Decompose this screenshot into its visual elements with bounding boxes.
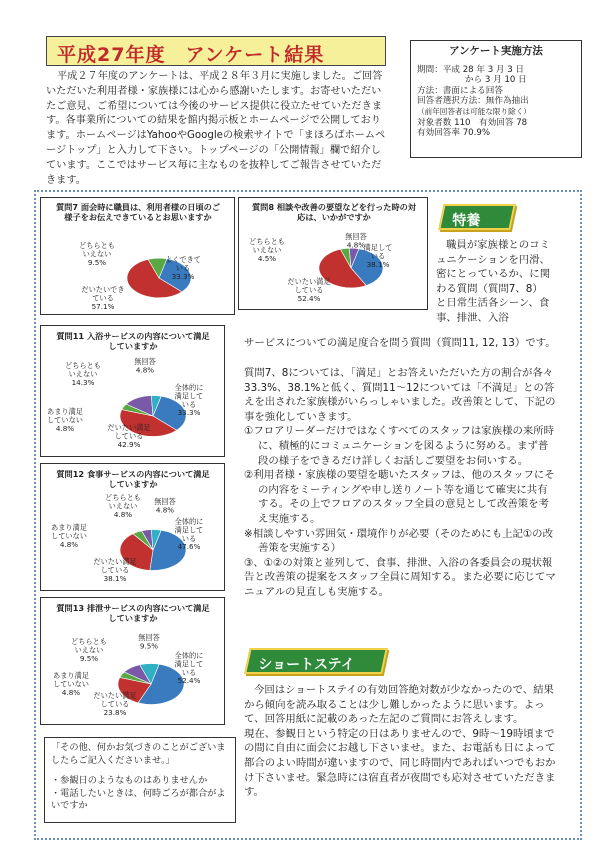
tokuyou-item-3: ③、①②の対策と並列して、食事、排泄、入浴の各委員会の現状報告と改善策の提案をスタッフ全員に周知する。また必要に応じてマニュアルの見直しも実施する。 xyxy=(244,556,556,598)
pie-label: だいたいできている 57.1% xyxy=(81,285,125,311)
chart-q7 xyxy=(40,197,235,315)
chart-q13-pie xyxy=(41,598,226,726)
pie-label: あまり満足していない 4.8% xyxy=(47,407,83,433)
tokuyou-paragraph-1-tail: サービスについての満足度合を問う質問（質問11, 12, 13）です。 xyxy=(244,337,556,349)
survey-rate: 有効回答率 70.9% xyxy=(417,128,491,139)
survey-method: 方法：書面による回答 xyxy=(417,85,503,96)
pie-label: どちらともいえない 4.5% xyxy=(249,237,285,263)
chart-q12-pie xyxy=(41,464,226,592)
pie-label: あまり満足していない 4.8% xyxy=(53,671,89,697)
pie-label: だいたい満足している 42.9% xyxy=(107,423,151,449)
tokuyou-paragraph-2: 質問7、8については、「満足」とお答えいただいた方の割合が各々33.3%、38.1%と低く、質問11～12については「不満足」との答えを出された家族様がいらっしゃいました。改善策として、下記の事を強化していきます。 xyxy=(244,367,556,423)
pie-label: だいたい満足している 52.4% xyxy=(287,277,331,303)
pie-label: 無回答 4.8% xyxy=(134,357,156,375)
pie-label: 満足している 38.1% xyxy=(363,243,393,269)
chart-q8 xyxy=(238,197,428,310)
pie-label: 全体的に満足している 33.3% xyxy=(174,383,204,418)
comment-question-2: ・電話したいときは、何時ごろが都合がよいですか xyxy=(51,787,226,812)
tokuyou-item-1: ①フロアリーダーだけではなくすべてのスタッフは家族様の来所時に、積極的にコミュニケーションを図るように努める。まず普段の様子をできるだけ詳しくお話しご要望をお伺いする。 xyxy=(244,425,555,467)
pie-label: どちらともいえない 4.8% xyxy=(105,493,141,519)
pie-label: あまり満足していない 4.8% xyxy=(51,523,87,549)
pie-label: どちらともいえない 9.5% xyxy=(79,241,115,267)
chart-q13 xyxy=(40,597,225,725)
survey-selection-note: （前年回答者は可能な限り除く） xyxy=(417,106,531,116)
chart-q12 xyxy=(40,463,225,591)
survey-info-heading: アンケート実施方法 xyxy=(449,45,543,57)
page-title: 平成27年度 アンケート結果 xyxy=(46,36,386,66)
chart-q11 xyxy=(40,325,225,457)
chart-q7-pie xyxy=(41,198,236,316)
chart-q7-title: 質問7 面会時に職員は、利用者様の日頃のご様子をお伝えできているとお思いますか xyxy=(55,202,221,222)
tokuyou-paragraph-1-head xyxy=(436,238,552,336)
pie-label: 全体的に満足している 52.4% xyxy=(174,651,204,686)
pie-label: 全体的に満足している 47.6% xyxy=(174,517,204,552)
comment-box xyxy=(44,737,236,823)
comment-heading: 「その他、何かお気づきのことがございましたらご記入くださいませ。」 xyxy=(51,742,226,766)
tokuyou-paragraph-1: 職員が家族様とのコミュニケーションを円滑、密にとっているか、に関わる質問（質問7、8）と日常生活各シーン、食事、排泄、入浴 xyxy=(436,239,551,324)
pie-label: 無回答 4.8% xyxy=(154,497,176,515)
survey-period-end: から 3 月 10 日 xyxy=(465,75,527,86)
chart-q11-title: 質問11 入浴サービスの内容について満足していますか xyxy=(56,331,210,351)
tokuyou-banner xyxy=(438,204,516,230)
tokuyou-body xyxy=(244,336,556,600)
tokuyou-heading: 特養 xyxy=(452,213,481,229)
pie-label: 無回答 4.8% xyxy=(345,232,367,250)
intro-text: 平成２７年度のアンケートは、平成２８年３月に実施しました。ご回答いただいた利用者様・家族様には心から感謝いたします。お寄せいただいたご意見、ご希望については今後のサービス提供に役立たせていただきます。各事業所についての結果を館内掲示板とホームページで公開しております。ホームページはYahooやGoogleの検索サイトで「まほろばホームページトップ」と入力して下さい。トップページの「公開情報」欄で紹介しています。ここではサービス毎に主なものを抜粋してご報告させていただきます。 xyxy=(46,71,386,186)
chart-q12-title: 質問12 食事サービスの内容について満足していますか xyxy=(56,469,210,489)
tokuyou-p1-tail xyxy=(244,336,556,366)
pie-label: 無回答 9.5% xyxy=(138,633,160,651)
shortstay-body xyxy=(244,683,556,800)
chart-q11-pie xyxy=(41,326,226,458)
pie-label: だいたい満足している 23.8% xyxy=(93,691,137,717)
chart-q13-title: 質問13 排泄サービスの内容について満足していますか xyxy=(56,603,210,623)
pie-label: だいたい満足している 38.1% xyxy=(93,557,137,583)
pie-label: よくできている 33.3% xyxy=(165,255,201,281)
chart-q8-title: 質問8 相談や改善の要望などを行った時の対応は、いかがですか xyxy=(251,202,417,222)
shortstay-banner xyxy=(244,648,388,674)
pie-label: どちらともいえない 9.5% xyxy=(71,637,107,663)
shortstay-paragraph-1: 今回はショートステイの有効回答絶対数が少なかったので、結果から傾向を読み取ることは少し難しかったように思います。よって、回答用紙に記載のあった左記のご質問にお答えします。 xyxy=(244,684,554,726)
comment-question-1: ・参観日のようなものはありませんか xyxy=(51,775,208,787)
pie-label: どちらともいえない 14.3% xyxy=(65,361,101,387)
survey-selection: 回答者選択方法：無作為抽出 xyxy=(417,96,529,107)
survey-info-box xyxy=(410,40,582,158)
shortstay-heading: ショートステイ xyxy=(258,657,355,673)
chart-q8-pie xyxy=(239,198,429,311)
shortstay-paragraph-2: 現在、参観日という特定の日はありませんので、9時～19時頃までの間に自由に面会にお越し下さいませ。また、お電話も日によって都合のよい時間が違いますので、同じ時間内であればいつでもおかけ下さいませ。緊急時には宿直者が夜間でも応対させていただきます。 xyxy=(244,727,556,799)
tokuyou-note: ※相談しやすい雰囲気・環境作りが必要（そのためにも上記①の改善策を実施する） xyxy=(244,527,553,555)
survey-period: 期間：平成 28 年 3 月 3 日 xyxy=(417,64,525,75)
survey-counts: 対象者数 110 有効回答 78 xyxy=(417,117,528,128)
tokuyou-item-2: ②利用者様・家族様の要望を聴いたスタッフは、他のスタッフにその内容をミーティングや申し送りノート等を通じて確実に共有する。その上でフロアのスタッフ全員の意見として改善策を考え実施する。 xyxy=(244,469,555,525)
